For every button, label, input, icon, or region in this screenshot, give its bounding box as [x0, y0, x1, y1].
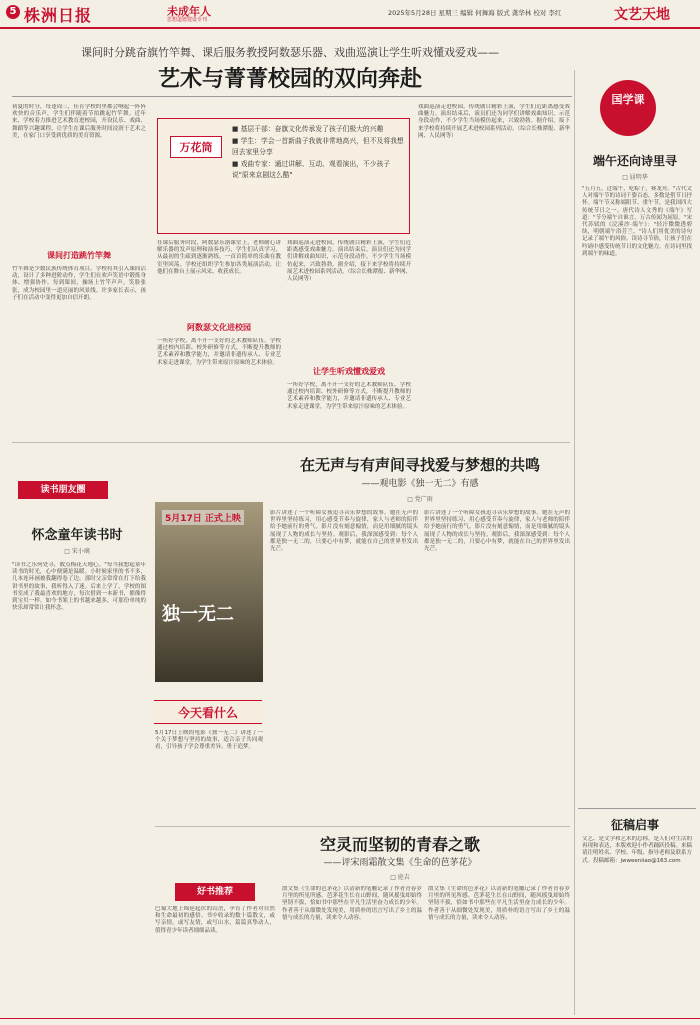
lead-headline: 艺术与菁菁校园的双向奔赴	[157, 66, 422, 92]
poem-article-text: "五月五，过端午，吃粽子，赛龙舟。"古代文人对端午节的诗词千姿百态，多数是借节日抒怀。端午节又称端阳节、重午节，是我国四大传统节日之一。唐代诗人文秀的《端午》写道："节分端午自谁言，万古传闻为屈原。"宋代苏轼的《浣溪沙·端午》："轻汗微微透碧纨，明朝端午浴芳兰。"诗人们用优美的诗句记录了端午的风俗。读诗寻节俗，让孩子们在吟诵中感受传统节日的文化魅力，在诗词里找到端午的味道。	[582, 186, 692, 257]
book-review-title: 空灵而坚韧的青春之歌	[319, 835, 480, 854]
movie-review-author: □ 党广雨	[407, 496, 433, 503]
poem-title: 端午还向诗里寻	[592, 154, 677, 168]
kaleidoscope-text: ■ 基层干部：奋旗文化传承发了孩子们极大的兴趣 ■ 学生：学会一首新曲子我就非常地高兴，但不及将我想回去家里分享 ■ 戏曲专家：通过讲解、互动、观看演出，不少孩子说"原来京剧这么酷"	[232, 125, 404, 179]
masthead-rule	[0, 27, 700, 29]
side-divider	[578, 808, 696, 809]
page-number-badge: 5	[6, 5, 20, 19]
poster-title: 独一无二	[162, 604, 234, 625]
lead-col5-text: 一所好学校，离不开一支好的艺术教师队伍。学校通过校内培训、校外研修等方式，不断提升教师的艺术素养和教学能力，并邀请非遗传承人、专业艺术家走进课堂，为学生带来原汁原味的艺术体验。	[287, 382, 411, 410]
supplement-subtitle: 思想道德建设专刊	[167, 17, 208, 23]
movie-poster-image	[155, 502, 263, 682]
book-section-divider	[155, 826, 570, 827]
edition-info: 2025年5月28日 星期三 编辑 何舞海 版式 龚华林 校对 李红	[388, 9, 562, 17]
poster-release-date: 5月17日 正式上映	[162, 510, 244, 525]
column-rule	[574, 70, 575, 1015]
book-review-text-col1: 散文集《生命的芭茅花》以清新的笔触记录了作者青春岁月里的所见所感。芭茅花生长在山野间，随风摇曳却始终坚韧不拔，恰如书中那些在平凡生活里奋力成长的少年。作者善于从细微处发现美，用质朴的语言写出了乡土的温情与成长的力量，读来令人动容。	[282, 886, 422, 921]
poem-author: □ 屈明华	[622, 174, 648, 181]
recruit-text: 文艺、是文学和艺术的总称，是人们对生活的再现和表达，本版欢迎小作者踊跃投稿。来稿请注明姓名、学校、年级、指导老师及联系方式。投稿邮箱：jwweeniiao@163.com	[582, 836, 692, 864]
footer-rule	[0, 1018, 700, 1019]
headline-rule	[12, 96, 572, 97]
today-watch-badge: 今天看什么	[154, 700, 262, 724]
book-review-author: □ 庭吉	[390, 874, 410, 881]
movie-review-title: 在无声与有声间寻找爱与梦想的共鸣	[299, 456, 540, 474]
book-recommend-label: 好书推荐	[175, 883, 255, 901]
lead-col6-text: 戏曲巡演走进校园，传统剧目精彩上演，学生们近距离感受戏曲魅力。演出结束后，演员们还为同学们讲解戏曲知识，示范身段动作，不少学生当场模仿起来，兴致勃勃。据介绍，接下来学校将持续开展艺术进校园系列活动。（综合长株潭报、新华网、人民网等）	[418, 104, 570, 139]
book-recommend-text: 巴蜀大地上绵延起伏的山峦，孕育了作者对自然和生命最初的感悟。书中收录的数十篇散文，或写亲情，或写友情，或写山水，篇篇真挚动人，值得青少年读者细细品读。	[155, 906, 275, 934]
subhead-bamboo-dance: 课间打造跳竹竿舞	[47, 251, 111, 260]
recruit-title: 征稿启事	[610, 818, 659, 832]
book-review-subtitle: ——评宋雨霜散文集《生命的芭茅花》	[323, 858, 477, 868]
lead-intro-text: 初夏的时分，每逢周三，佳育学校的里都会响起一阵阵欢快的音乐声，学生们伴随着节拍跳起竹竿舞。近年来，学校着力推进艺术教育进校园，开设民乐、戏曲、舞蹈等兴趣课程，让学生在课后服务时间浸润于艺术之美，在家门口享受到优质的美育资源。	[12, 104, 146, 139]
reading-circle-label: 读书朋友圈	[18, 481, 108, 499]
newspaper-name: 株洲日报	[24, 6, 93, 25]
movie-review-subtitle: ——观电影《独一无二》有感	[361, 479, 479, 489]
lead-col1-text: 竹竿舞是少数民族传统体育项目。学校将其引入课间活动，设计了多种进阶动作，学生们在欢声笑语中锻炼身体、增强协作。每到课间，操场上竹竿声声，笑脸张张，成为校园里一道亮丽的风景线。许多家长表示，孩子们在活动中变得更加自信开朗。	[12, 266, 146, 301]
section-title: 文艺天地	[614, 7, 670, 23]
lead-col3-text: 一所好学校，离不开一支好的艺术教师队伍。学校通过校内培训、校外研修等方式，不断提升教师的艺术素养和教学能力，并邀请非遗传承人、专业艺术家走进课堂，为学生带来原汁原味的艺术体验。	[157, 338, 281, 366]
childhood-reading-title: 怀念童年读书时	[31, 528, 123, 543]
movie-review-text-col2: 影片讲述了一个听障女孩追寻音乐梦想的故事。她在无声的世界里坚持练习，用心感受节奏与旋律，家人与老师的陪伴给予她前行的勇气。影片没有刻意煽情，而是用细腻的镜头展现了人物的成长与坚持。观影后，我深深感受到：每个人都是独一无二的，只要心中有梦，就能在自己的世界里发出光芒。	[424, 510, 570, 553]
kaleidoscope-logo: 万花筒	[170, 136, 222, 158]
book-review-text-col2: 散文集《生命的芭茅花》以清新的笔触记录了作者青春岁月里的所见所感。芭茅花生长在山野间，随风摇曳却始终坚韧不拔，恰如书中那些在平凡生活里奋力成长的少年。作者善于从细微处发现美，用质朴的语言写出了乡土的温情与成长的力量，读来令人动容。	[428, 886, 570, 921]
movie-review-text-col1: 影片讲述了一个听障女孩追寻音乐梦想的故事。她在无声的世界里坚持练习，用心感受节奏与旋律，家人与老师的陪伴给予她前行的勇气。影片没有刻意煽情，而是用细腻的镜头展现了人物的成长与坚持。观影后，我深深感受到：每个人都是独一无二的，只要心中有梦，就能在自己的世界里发出光芒。	[270, 510, 418, 553]
subhead-opera: 让学生听戏懂戏爱戏	[313, 367, 385, 376]
supplement-name: 未成年人	[167, 5, 211, 18]
subhead-instrument: 阿数瑟文化进校园	[187, 323, 251, 332]
guoxue-badge: 国学课	[600, 80, 656, 136]
lead-col4-text: 戏曲巡演走进校园，传统剧目精彩上演，学生们近距离感受戏曲魅力。演出结束后，演员们还为同学们讲解戏曲知识，示范身段动作，不少学生当场模仿起来，兴致勃勃。据介绍，接下来学校将持续开展艺术进校园系列活动。（综合长株潭报、新华网、人民网等）	[287, 240, 411, 283]
lead-col2-text: 在课后服务时段，阿数瑟乐器课堂上，老师耐心讲解乐器的发声原理和演奏技巧，学生们认真学习，从最初的生疏到逐渐熟练，一首首简单的乐曲在教室里回荡。学校还组织学生参加各类展演活动，让他们在舞台上展示风采、收获成长。	[157, 240, 281, 275]
section-divider	[12, 442, 570, 443]
lead-kicker: 课间时分跳奋旗竹竿舞、课后服务教授阿数瑟乐器、戏曲巡演让学生听戏懂戏爱戏——	[81, 46, 499, 59]
masthead	[0, 0, 700, 26]
childhood-reading-author: □ 宋小璃	[64, 548, 90, 555]
today-watch-text: 5月17日上映的电影《独一无二》讲述了一个关于梦想与坚持的故事，适合亲子共同观看，引导孩子学会尊重差异、勇于追梦。	[155, 730, 263, 751]
childhood-reading-text: "读书之乐何处寻，数点梅花天地心。"每当我想起童年读书的时光，心中便满是温暖。小时候家里的书不多，几本连环画被我翻得卷了边。那时父亲常常在灯下给我讲书里的故事，我听得入了迷。后来上学了，学校的图书室成了我最喜欢的地方，每次借到一本新书，都像得到宝贝一样。如今书架上的书越来越多，可那份单纯的快乐却常常让我怀念。	[12, 562, 146, 612]
